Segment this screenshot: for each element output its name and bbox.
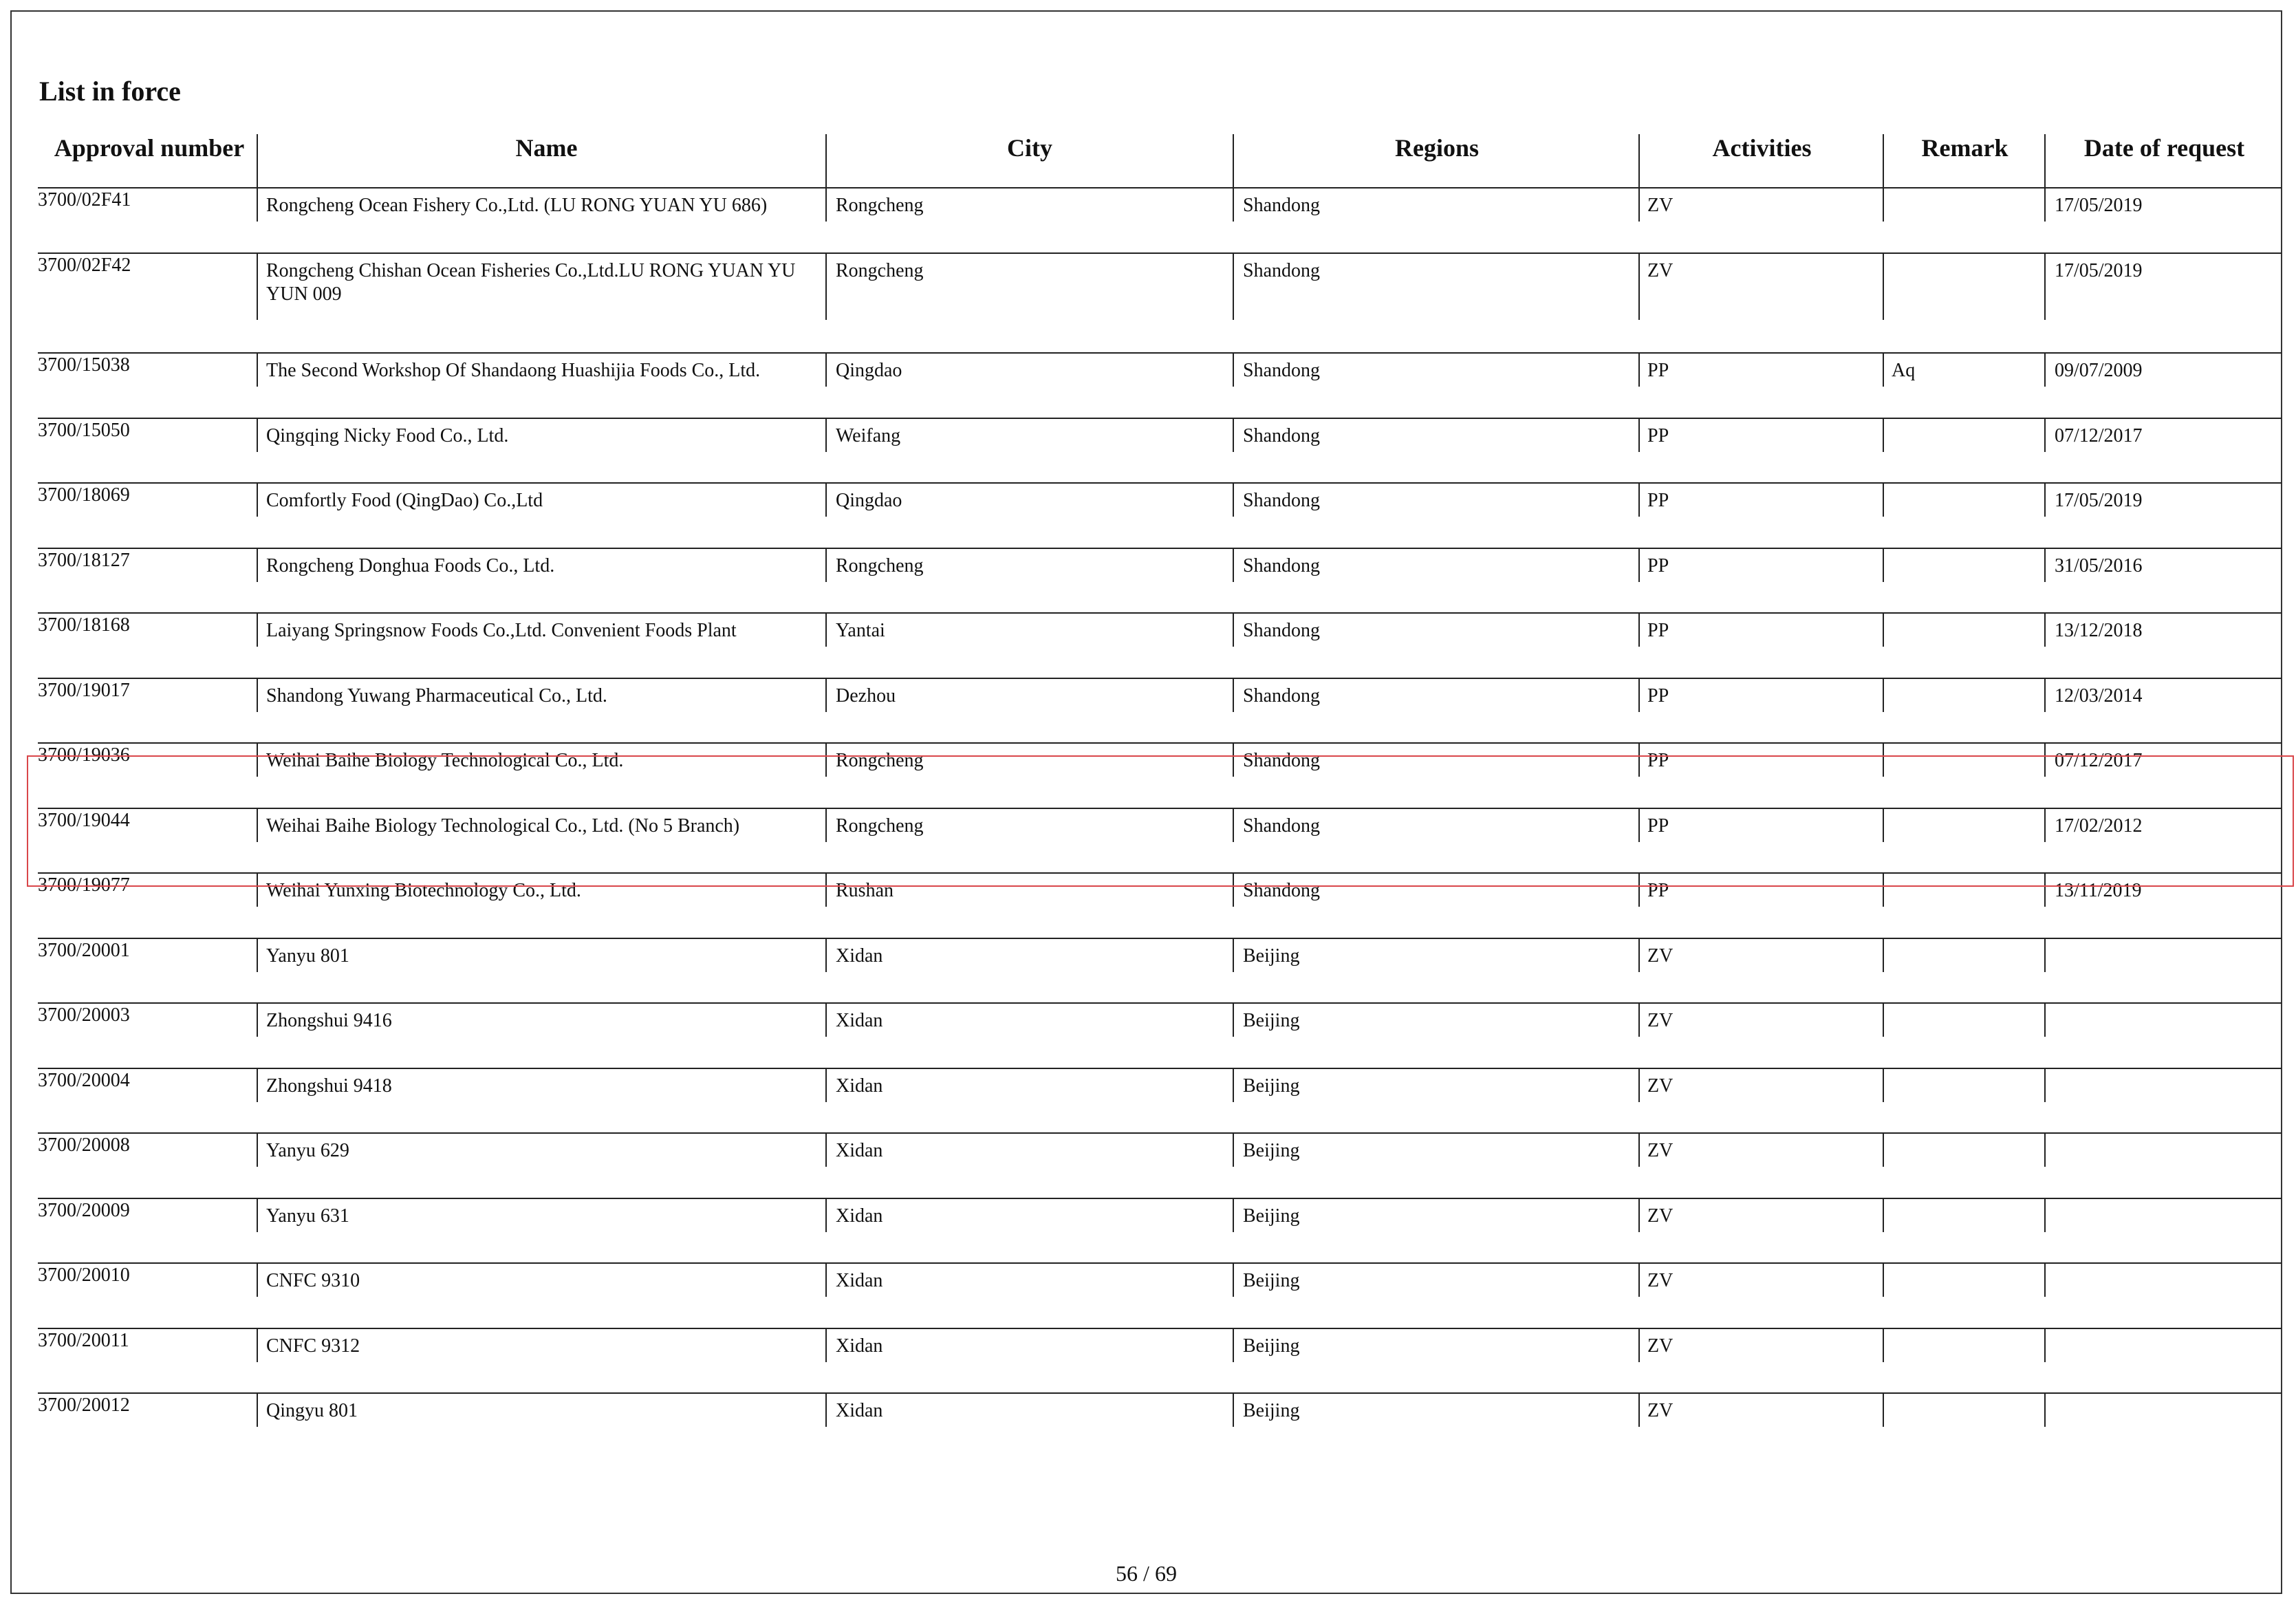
cell-name: Comfortly Food (QingDao) Co.,Ltd [266,490,543,511]
row-divider [38,1328,2282,1329]
cell-region: Beijing [1243,1205,1300,1227]
header-name: Name [515,134,578,162]
cell-activity: ZV [1647,1075,1674,1097]
cell-region: Beijing [1243,1140,1300,1161]
cell-name: Rongcheng Donghua Foods Co., Ltd. [266,555,555,577]
column-divider [1883,254,1884,320]
column-divider [1638,679,1640,712]
cell-approval-number: 3700/19036 [38,744,130,766]
column-divider [825,188,827,222]
cell-city: Xidan [836,1335,883,1357]
column-divider [2044,1394,2046,1427]
cell-date-of-request: 07/12/2017 [2055,750,2143,771]
column-divider [1638,419,1640,452]
column-divider [257,809,258,842]
column-divider [1233,484,1234,517]
column-divider [1638,1264,1640,1297]
column-divider [1233,549,1234,582]
cell-date-of-request: 17/05/2019 [2055,195,2143,216]
column-divider [825,354,827,387]
column-divider [1883,874,1884,907]
column-divider [257,188,258,222]
column-divider [1883,1329,1884,1362]
column-divider [1638,874,1640,907]
cell-name: Shandong Yuwang Pharmaceutical Co., Ltd. [266,685,607,707]
cell-region: Beijing [1243,1075,1300,1097]
column-divider [825,549,827,582]
column-divider [2044,744,2046,777]
column-divider [1638,1134,1640,1167]
column-divider [257,939,258,972]
cell-date-of-request: 13/11/2019 [2055,880,2142,901]
column-divider [825,614,827,647]
cell-activity: PP [1647,490,1669,511]
cell-approval-number: 3700/20003 [38,1004,130,1026]
column-divider [2044,354,2046,387]
column-divider [1638,1329,1640,1362]
cell-approval-number: 3700/20008 [38,1134,130,1156]
column-divider [1883,744,1884,777]
cell-approval-number: 3700/19044 [38,810,130,831]
cell-approval-number: 3700/18127 [38,550,130,571]
cell-activity: ZV [1647,1010,1674,1031]
column-divider [2044,1264,2046,1297]
column-divider [825,1134,827,1167]
column-divider [1638,744,1640,777]
cell-city: Xidan [836,1010,883,1031]
cell-date-of-request: 09/07/2009 [2055,360,2143,381]
row-divider [38,252,2282,254]
cell-city: Xidan [836,1075,883,1097]
column-divider [1233,1199,1234,1232]
column-divider [1233,1394,1234,1427]
cell-activity: PP [1647,815,1669,837]
cell-name: The Second Workshop Of Shandaong Huashijia Foods Co., Ltd. [266,360,761,381]
cell-region: Beijing [1243,1010,1300,1031]
header-regions: Regions [1394,134,1479,162]
column-divider [257,744,258,777]
row-divider [38,418,2282,419]
cell-activity: PP [1647,620,1669,641]
cell-activity: PP [1647,360,1669,381]
column-divider [825,809,827,842]
cell-approval-number: 3700/19077 [38,874,130,896]
cell-region: Shandong [1243,620,1320,641]
column-divider [1883,484,1884,517]
cell-activity: ZV [1647,1400,1674,1421]
cell-name: Weihai Baihe Biology Technological Co., Ltd. (No 5 Branch) [266,815,740,837]
column-divider [1233,1134,1234,1167]
row-divider [38,808,2282,809]
row-divider [38,1132,2282,1134]
cell-approval-number: 3700/20011 [38,1330,129,1351]
column-divider [825,744,827,777]
column-divider [2044,1004,2046,1037]
cell-activity: PP [1647,425,1669,446]
column-divider [2044,809,2046,842]
cell-name: Rongcheng Ocean Fishery Co.,Ltd. (LU RONG YUAN YU 686) [266,195,768,216]
column-divider [2044,679,2046,712]
row-divider [38,872,2282,874]
cell-region: Shandong [1243,195,1320,216]
cell-region: Shandong [1243,360,1320,381]
column-divider [1638,1199,1640,1232]
cell-region: Shandong [1243,425,1320,446]
column-divider [1638,1004,1640,1037]
column-divider [2044,254,2046,320]
cell-activity: ZV [1647,1335,1674,1357]
column-divider [1883,1069,1884,1102]
column-divider [1638,939,1640,972]
row-divider [38,1198,2282,1199]
column-divider [2044,1069,2046,1102]
cell-name: Qingqing Nicky Food Co., Ltd. [266,425,509,446]
cell-approval-number: 3700/20012 [38,1394,130,1416]
cell-activity: ZV [1647,1270,1674,1291]
cell-activity: PP [1647,685,1669,707]
column-divider [1638,354,1640,387]
column-divider [1638,188,1640,222]
column-divider [257,1004,258,1037]
cell-city: Rongcheng [836,555,924,577]
cell-approval-number: 3700/15038 [38,354,130,376]
column-divider [1233,354,1234,387]
cell-name: Zhongshui 9416 [266,1010,392,1031]
cell-name: Laiyang Springsnow Foods Co.,Ltd. Convenient Foods Plant [266,620,737,641]
cell-remark: Aq [1892,360,1916,381]
cell-date-of-request: 17/05/2019 [2055,260,2143,281]
cell-city: Rongcheng [836,195,924,216]
cell-name: Qingyu 801 [266,1400,358,1421]
column-divider [1883,939,1884,972]
column-divider [1638,614,1640,647]
column-divider [2044,1199,2046,1232]
cell-name: Yanyu 631 [266,1205,349,1227]
cell-city: Qingdao [836,360,902,381]
cell-name: Rongcheng Chishan Ocean Fisheries Co.,Ltd.LU RONG YUAN YU YUN 009 [266,260,796,305]
column-divider [1233,254,1234,320]
column-divider [2044,614,2046,647]
cell-approval-number: 3700/18168 [38,614,130,636]
column-divider [1638,809,1640,842]
column-divider [825,1199,827,1232]
cell-approval-number: 3700/19017 [38,680,130,701]
column-divider [825,1004,827,1037]
column-divider [257,1199,258,1232]
cell-region: Shandong [1243,815,1320,837]
column-divider [1638,484,1640,517]
column-divider [257,1329,258,1362]
column-divider [1883,809,1884,842]
column-divider [257,614,258,647]
column-divider [1233,188,1234,222]
column-divider [257,354,258,387]
column-divider [1638,1069,1640,1102]
cell-approval-number: 3700/02F41 [38,189,131,211]
cell-approval-number: 3700/20009 [38,1200,130,1221]
row-divider [38,678,2282,679]
row-divider [38,187,2282,188]
row-divider [38,482,2282,484]
cell-activity: ZV [1647,945,1674,967]
cell-activity: ZV [1647,1140,1674,1161]
column-divider [1233,1069,1234,1102]
header-remark: Remark [1921,134,2008,162]
cell-name: CNFC 9312 [266,1335,360,1357]
column-divider [825,484,827,517]
cell-name: Yanyu 801 [266,945,349,967]
column-divider [825,254,827,320]
row-divider [38,938,2282,939]
cell-region: Shandong [1243,555,1320,577]
cell-city: Rongcheng [836,815,924,837]
column-divider [2044,939,2046,972]
column-divider [825,1329,827,1362]
column-divider [257,1394,258,1427]
row-divider [38,1392,2282,1394]
cell-city: Weifang [836,425,901,446]
row-divider [38,742,2282,744]
header-city: City [1007,134,1052,162]
cell-region: Beijing [1243,1335,1300,1357]
column-divider [825,874,827,907]
cell-region: Beijing [1243,1270,1300,1291]
column-divider [257,484,258,517]
cell-region: Beijing [1243,1400,1300,1421]
column-divider [1233,1264,1234,1297]
column-divider [825,1394,827,1427]
row-divider [38,612,2282,614]
column-divider [257,1069,258,1102]
column-divider [1233,744,1234,777]
cell-activity: ZV [1647,195,1674,216]
cell-region: Shandong [1243,490,1320,511]
cell-activity: ZV [1647,1205,1674,1227]
column-divider [257,679,258,712]
column-divider [1883,1394,1884,1427]
column-divider [825,939,827,972]
cell-name: Weihai Baihe Biology Technological Co., Ltd. [266,750,624,771]
cell-region: Shandong [1243,260,1320,281]
row-divider [38,1262,2282,1264]
column-divider [1638,254,1640,320]
column-divider [825,419,827,452]
cell-date-of-request: 07/12/2017 [2055,425,2143,446]
column-divider [1883,1004,1884,1037]
row-divider [38,1002,2282,1004]
cell-activity: PP [1647,750,1669,771]
column-divider [1883,1264,1884,1297]
column-divider [825,1069,827,1102]
cell-date-of-request: 13/12/2018 [2055,620,2143,641]
cell-approval-number: 3700/20010 [38,1264,130,1286]
cell-name: Yanyu 629 [266,1140,349,1161]
cell-city: Xidan [836,1205,883,1227]
column-divider [1233,419,1234,452]
column-divider [257,549,258,582]
page-number: 56 / 69 [1116,1561,1177,1586]
cell-activity: PP [1647,880,1669,901]
cell-approval-number: 3700/20001 [38,940,130,961]
cell-city: Xidan [836,1140,883,1161]
cell-name: Zhongshui 9418 [266,1075,392,1097]
cell-date-of-request: 31/05/2016 [2055,555,2143,577]
column-divider [1233,1004,1234,1037]
column-divider [2044,549,2046,582]
cell-city: Yantai [836,620,885,641]
column-divider [1883,679,1884,712]
column-divider [1638,549,1640,582]
column-divider [1233,874,1234,907]
column-divider [1883,1134,1884,1167]
cell-date-of-request: 17/05/2019 [2055,490,2143,511]
column-divider [257,419,258,452]
column-divider [825,679,827,712]
column-divider [1233,1329,1234,1362]
column-divider [2044,419,2046,452]
cell-date-of-request: 12/03/2014 [2055,685,2143,707]
column-divider [1883,549,1884,582]
column-divider [1883,188,1884,222]
cell-name: CNFC 9310 [266,1270,360,1291]
column-divider [2044,1329,2046,1362]
column-divider [1233,939,1234,972]
row-divider [38,548,2282,549]
cell-approval-number: 3700/20004 [38,1070,130,1091]
column-divider [2044,484,2046,517]
column-divider [257,1264,258,1297]
column-divider [1638,1394,1640,1427]
cell-approval-number: 3700/02F42 [38,255,131,276]
column-divider [2044,874,2046,907]
cell-region: Shandong [1243,880,1320,901]
column-divider [1883,614,1884,647]
row-divider [38,1068,2282,1069]
column-divider [1233,679,1234,712]
cell-activity: ZV [1647,260,1674,281]
cell-region: Beijing [1243,945,1300,967]
column-divider [1883,354,1884,387]
column-divider [2044,1134,2046,1167]
header-date-of-request: Date of request [2083,134,2245,162]
cell-region: Shandong [1243,750,1320,771]
column-divider [1883,1199,1884,1232]
column-divider [257,1134,258,1167]
header-approval-number: Approval number [54,134,245,162]
cell-city: Rongcheng [836,260,924,281]
column-divider [1883,419,1884,452]
cell-city: Xidan [836,945,883,967]
cell-city: Xidan [836,1270,883,1291]
cell-city: Dezhou [836,685,896,707]
column-divider [1233,614,1234,647]
document-page [10,10,2282,1594]
cell-approval-number: 3700/18069 [38,484,130,506]
cell-city: Rushan [836,880,894,901]
column-divider [257,254,258,320]
row-divider [38,352,2282,354]
column-divider [825,1264,827,1297]
cell-city: Qingdao [836,490,902,511]
cell-approval-number: 3700/15050 [38,420,130,441]
column-divider [1233,809,1234,842]
cell-date-of-request: 17/02/2012 [2055,815,2143,837]
page-title: List in force [39,76,181,107]
cell-region: Shandong [1243,685,1320,707]
cell-name: Weihai Yunxing Biotechnology Co., Ltd. [266,880,581,901]
cell-activity: PP [1647,555,1669,577]
column-divider [2044,188,2046,222]
cell-city: Xidan [836,1400,883,1421]
column-divider [257,874,258,907]
header-activities: Activities [1712,134,1812,162]
cell-city: Rongcheng [836,750,924,771]
